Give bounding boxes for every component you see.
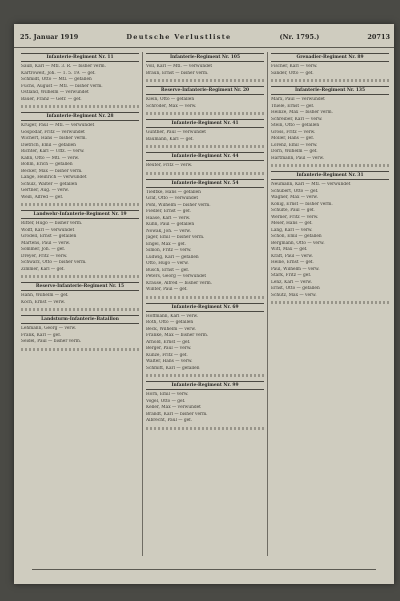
list-item: Pohl, Wilhelm — bisher verm. <box>146 202 211 208</box>
list-section <box>146 86 264 115</box>
list-item: Sommer, Joh. — gef. <box>21 247 66 252</box>
list-item: König, Ernst — bisher verm. <box>271 201 333 207</box>
section-title: Infanterie-Regiment Nr. 28 <box>21 112 139 121</box>
list-item: Gospodar, Fritz — verwundet <box>21 129 85 135</box>
list-item: Paul, Wilhelm — verw. <box>271 266 320 272</box>
list-item: Werner, Fritz — verw. <box>271 214 319 220</box>
list-item: Krüger, Paul — Mtl. — verwundet <box>21 123 95 128</box>
section-divider <box>146 296 264 299</box>
list-item: Bauer, Franz — Gefr. — gef. <box>21 96 82 102</box>
list-section <box>271 53 389 82</box>
section-title: Landsturm-Infanterie-Bataillon <box>21 315 139 324</box>
list-item: Ritter, Hugo — bisher verm. <box>21 221 83 226</box>
list-item: Wagner, Max — verw. <box>271 195 318 200</box>
list-section <box>146 119 264 148</box>
list-item: Nowak, Joh. — verw. <box>146 228 191 234</box>
list-item: Hahn, Wilhelm — gef. <box>21 293 69 298</box>
section-title: Infanterie-Regiment Nr. 41 <box>146 119 264 128</box>
list-item: Horn, Emil — verw. <box>146 392 189 397</box>
section-title: Infanterie-Regiment Nr. 135 <box>271 86 389 95</box>
section-divider <box>21 348 139 351</box>
list-item: Brandt, Karl — bisher verm. <box>146 411 208 417</box>
list-item: Roth, Otto — gefallen <box>146 320 194 325</box>
list-item: Gertner, Aug. — verw. <box>21 188 69 193</box>
list-item: Möller, Hans — gef. <box>271 136 314 141</box>
list-item: Hartmann, Paul — verw. <box>271 155 324 161</box>
list-item: Zimmer, Karl — gef. <box>21 266 65 272</box>
section-divider <box>146 79 264 82</box>
list-item: Winter, Paul — gef. <box>146 287 188 292</box>
list-item: Wichert, Hans — bisher verm. <box>21 136 87 141</box>
list-item: Richter, Karl — Uffz. — verw. <box>21 149 85 154</box>
list-item: Tiedtke, Hans — gefallen <box>146 189 201 195</box>
list-item: Weiß, Alfred — gef. <box>21 194 64 200</box>
list-item: Schulte, Paul — gef. <box>271 208 315 213</box>
list-item: Graf, Otto — verwundet <box>146 196 199 201</box>
list-item: Lenz, Karl — verw. <box>271 279 312 285</box>
list-item: Lehmann, Georg — verw. <box>21 326 77 331</box>
section-divider <box>21 203 139 206</box>
list-item: Otto, Hugo — verw. <box>146 261 189 266</box>
section-divider <box>146 112 264 115</box>
list-item: Koch, Ernst — verw. <box>21 299 66 305</box>
section-divider <box>146 427 264 430</box>
list-item: Bergmann, Otto — verw. <box>271 240 325 246</box>
list-item: Kühn, Paul — gefallen <box>146 222 195 227</box>
list-item: Braun, Ernst — bisher verm. <box>146 70 209 76</box>
list-item: Sauß, Karl — Mtl. 3. R. — bisher verm. <box>21 64 106 69</box>
list-item: Günther, Paul — verwundet <box>146 130 207 135</box>
section-title: Grenadier-Regiment Nr. 89 <box>271 53 389 62</box>
list-item: Schröder, Max — verw. <box>146 103 197 109</box>
list-section <box>21 210 139 278</box>
list-item: Meier, Hans — gef. <box>271 221 313 226</box>
section-title: Infanterie-Regiment Nr. 31 <box>271 171 389 180</box>
section-divider <box>146 374 264 377</box>
list-item: Engel, Max — gef. <box>146 241 186 247</box>
list-item: Thiele, Ernst — gef. <box>271 103 315 109</box>
list-item: Haase, Karl — verw. <box>146 215 191 221</box>
list-item: Frank, Karl — gef. <box>21 332 62 338</box>
section-title: Infanterie-Regiment Nr. 99 <box>146 381 264 390</box>
list-section <box>21 282 139 311</box>
section-title: Reserve-Infanterie-Regiment Nr. 15 <box>21 282 139 291</box>
footer-rule <box>32 569 376 570</box>
header-issue: (Nr. 1795.) <box>279 32 320 41</box>
list-item: Vogel, Otto — gef. <box>146 398 186 404</box>
list-item: Schreiber, Karl — verw. <box>271 116 323 122</box>
list-section <box>271 171 389 304</box>
list-item: Dreyer, Fritz — verw. <box>21 253 68 259</box>
list-item: Busch, Ernst — gef. <box>146 267 190 273</box>
column-1 <box>18 52 143 556</box>
section-divider <box>271 164 389 167</box>
list-item: Peters, Georg — verwundet <box>146 274 207 279</box>
list-item: Kraft, Paul — verw. <box>271 253 313 259</box>
list-item: Lorenz, Emil — verw. <box>271 142 318 148</box>
section-title: Infanterie-Regiment Nr. 69 <box>146 303 264 312</box>
list-item: Franke, Max — bisher verm. <box>146 333 209 338</box>
list-section <box>146 381 264 430</box>
section-title: Infanterie-Regiment Nr. 11 <box>21 53 139 62</box>
list-item: Klein, Otto — gefallen <box>146 97 195 102</box>
list-section <box>21 53 139 108</box>
header-page-number: 20713 <box>367 32 390 41</box>
section-title: Infanterie-Regiment Nr. 54 <box>146 179 264 188</box>
list-item: Fischer, Karl — verw. <box>271 64 318 69</box>
list-item: Arnold, Ernst — gef. <box>146 339 191 345</box>
section-divider <box>271 301 389 304</box>
list-item: Seidel, Paul — bisher verm. <box>21 339 82 344</box>
list-section <box>146 152 264 175</box>
list-item: Neumann, Karl — Mtl. — verwundet <box>271 182 351 187</box>
list-section <box>146 303 264 378</box>
section-divider <box>146 172 264 175</box>
list-item: Wolff, Karl — verwundet <box>21 227 75 233</box>
list-item: Kahn, Otto — Mtl. — verw. <box>21 155 80 161</box>
column-2 <box>143 52 268 556</box>
list-item: Grodell, Ernst — gefallen <box>21 234 77 239</box>
list-item: Lang, Karl — verw. <box>271 227 313 233</box>
list-item: Fuchs, August — Mtl. — bisher verm. <box>21 83 103 89</box>
list-item: Voll, Karl — Mtl. — verwundet <box>146 64 213 69</box>
header-date: 25. Januar 1919 <box>20 32 79 41</box>
section-divider <box>271 79 389 82</box>
list-item: Albrecht, Paul — gef. <box>146 418 192 423</box>
list-item: Schmitt, Karl — gefallen <box>146 365 200 371</box>
list-item: Keller, Max — verwundet <box>146 405 201 410</box>
list-item: Ernst, Otto — gefallen <box>271 286 320 291</box>
list-item: Sander, Otto — gef. <box>271 70 314 76</box>
list-item: Heine, Ernst — gef. <box>271 260 314 265</box>
column-container <box>18 52 392 556</box>
column-3 <box>268 52 392 556</box>
section-divider <box>21 308 139 311</box>
section-divider <box>146 145 264 148</box>
list-item: Schmidt, Otto — Mtl. — gefallen <box>21 77 92 82</box>
list-item: Schwarz, Otto — bisher verm. <box>21 260 87 265</box>
list-item: Schubert, Otto — gef. <box>271 188 319 194</box>
list-section <box>21 315 139 351</box>
list-item: Schulz, Walter — gefallen <box>21 181 78 187</box>
list-item: Heinze, Max — bisher verm. <box>271 110 333 115</box>
header-title: Deutsche Verlustliste <box>126 32 232 41</box>
list-item: Walter, Hans — verw. <box>146 359 193 364</box>
list-item: Dietrich, Emil — gefallen <box>21 142 76 148</box>
section-divider <box>21 105 139 108</box>
list-item: Kunze, Fritz — gef. <box>146 352 188 358</box>
list-item: Stark, Fritz — gef. <box>271 273 312 278</box>
list-item: Ludwig, Karl — gefallen <box>146 254 199 260</box>
list-item: Böhm, Erich — gefallen <box>21 162 73 167</box>
list-item: Stein, Otto — gefallen <box>271 123 320 128</box>
list-item: Kartroweit, Joh. — 1. 5. 19. — gef. <box>21 70 96 76</box>
list-item: Schön, Emil — gefallen <box>271 234 322 239</box>
section-title: Reserve-Infanterie-Regiment Nr. 20 <box>146 86 264 95</box>
list-section <box>146 53 264 82</box>
list-section <box>21 112 139 206</box>
list-item: Gross, Fritz — verw. <box>271 129 316 135</box>
list-item: Jäger, Emil — bisher verm. <box>146 235 205 240</box>
list-item: Beck, Wilhelm — verw. <box>146 326 196 332</box>
newspaper-page <box>14 24 394 584</box>
list-item: Martens, Paul — verw. <box>21 240 70 246</box>
list-item: Marx, Paul — verwundet <box>271 97 325 102</box>
section-title: Infanterie-Regiment Nr. 105 <box>146 53 264 62</box>
section-title: Infanterie-Regiment Nr. 44 <box>146 152 264 161</box>
list-item: Simon, Fritz — verw. <box>146 248 192 253</box>
list-item: Reuter, Fritz — verw. <box>146 163 193 168</box>
list-item: Lange, Heinrich — verwundet <box>21 175 87 180</box>
list-item: Schütz, Max — verw. <box>271 292 317 298</box>
section-divider <box>21 275 139 278</box>
list-item: Dorn, Wilhelm — gef. <box>271 149 318 154</box>
list-item: Hoffmann, Karl — verw. <box>146 313 199 319</box>
page-header <box>14 26 394 48</box>
list-item: Baumann, Karl — gef. <box>146 136 194 142</box>
list-item: Berger, Paul — verw. <box>146 346 192 351</box>
list-item: Witt, Max — gef. <box>271 247 308 252</box>
list-item: Fiedler, Ernst — gef. <box>146 209 191 214</box>
list-item: Becker, Max — bisher verm. <box>21 168 83 174</box>
list-item: Krause, Alfred — bisher verm. <box>146 280 213 286</box>
list-section <box>271 86 389 167</box>
list-section <box>146 179 264 299</box>
section-title: Landwehr-Infanterie-Regiment Nr. 19 <box>21 210 139 219</box>
list-item: Ostland, Wilhelm — verwundet <box>21 90 89 95</box>
